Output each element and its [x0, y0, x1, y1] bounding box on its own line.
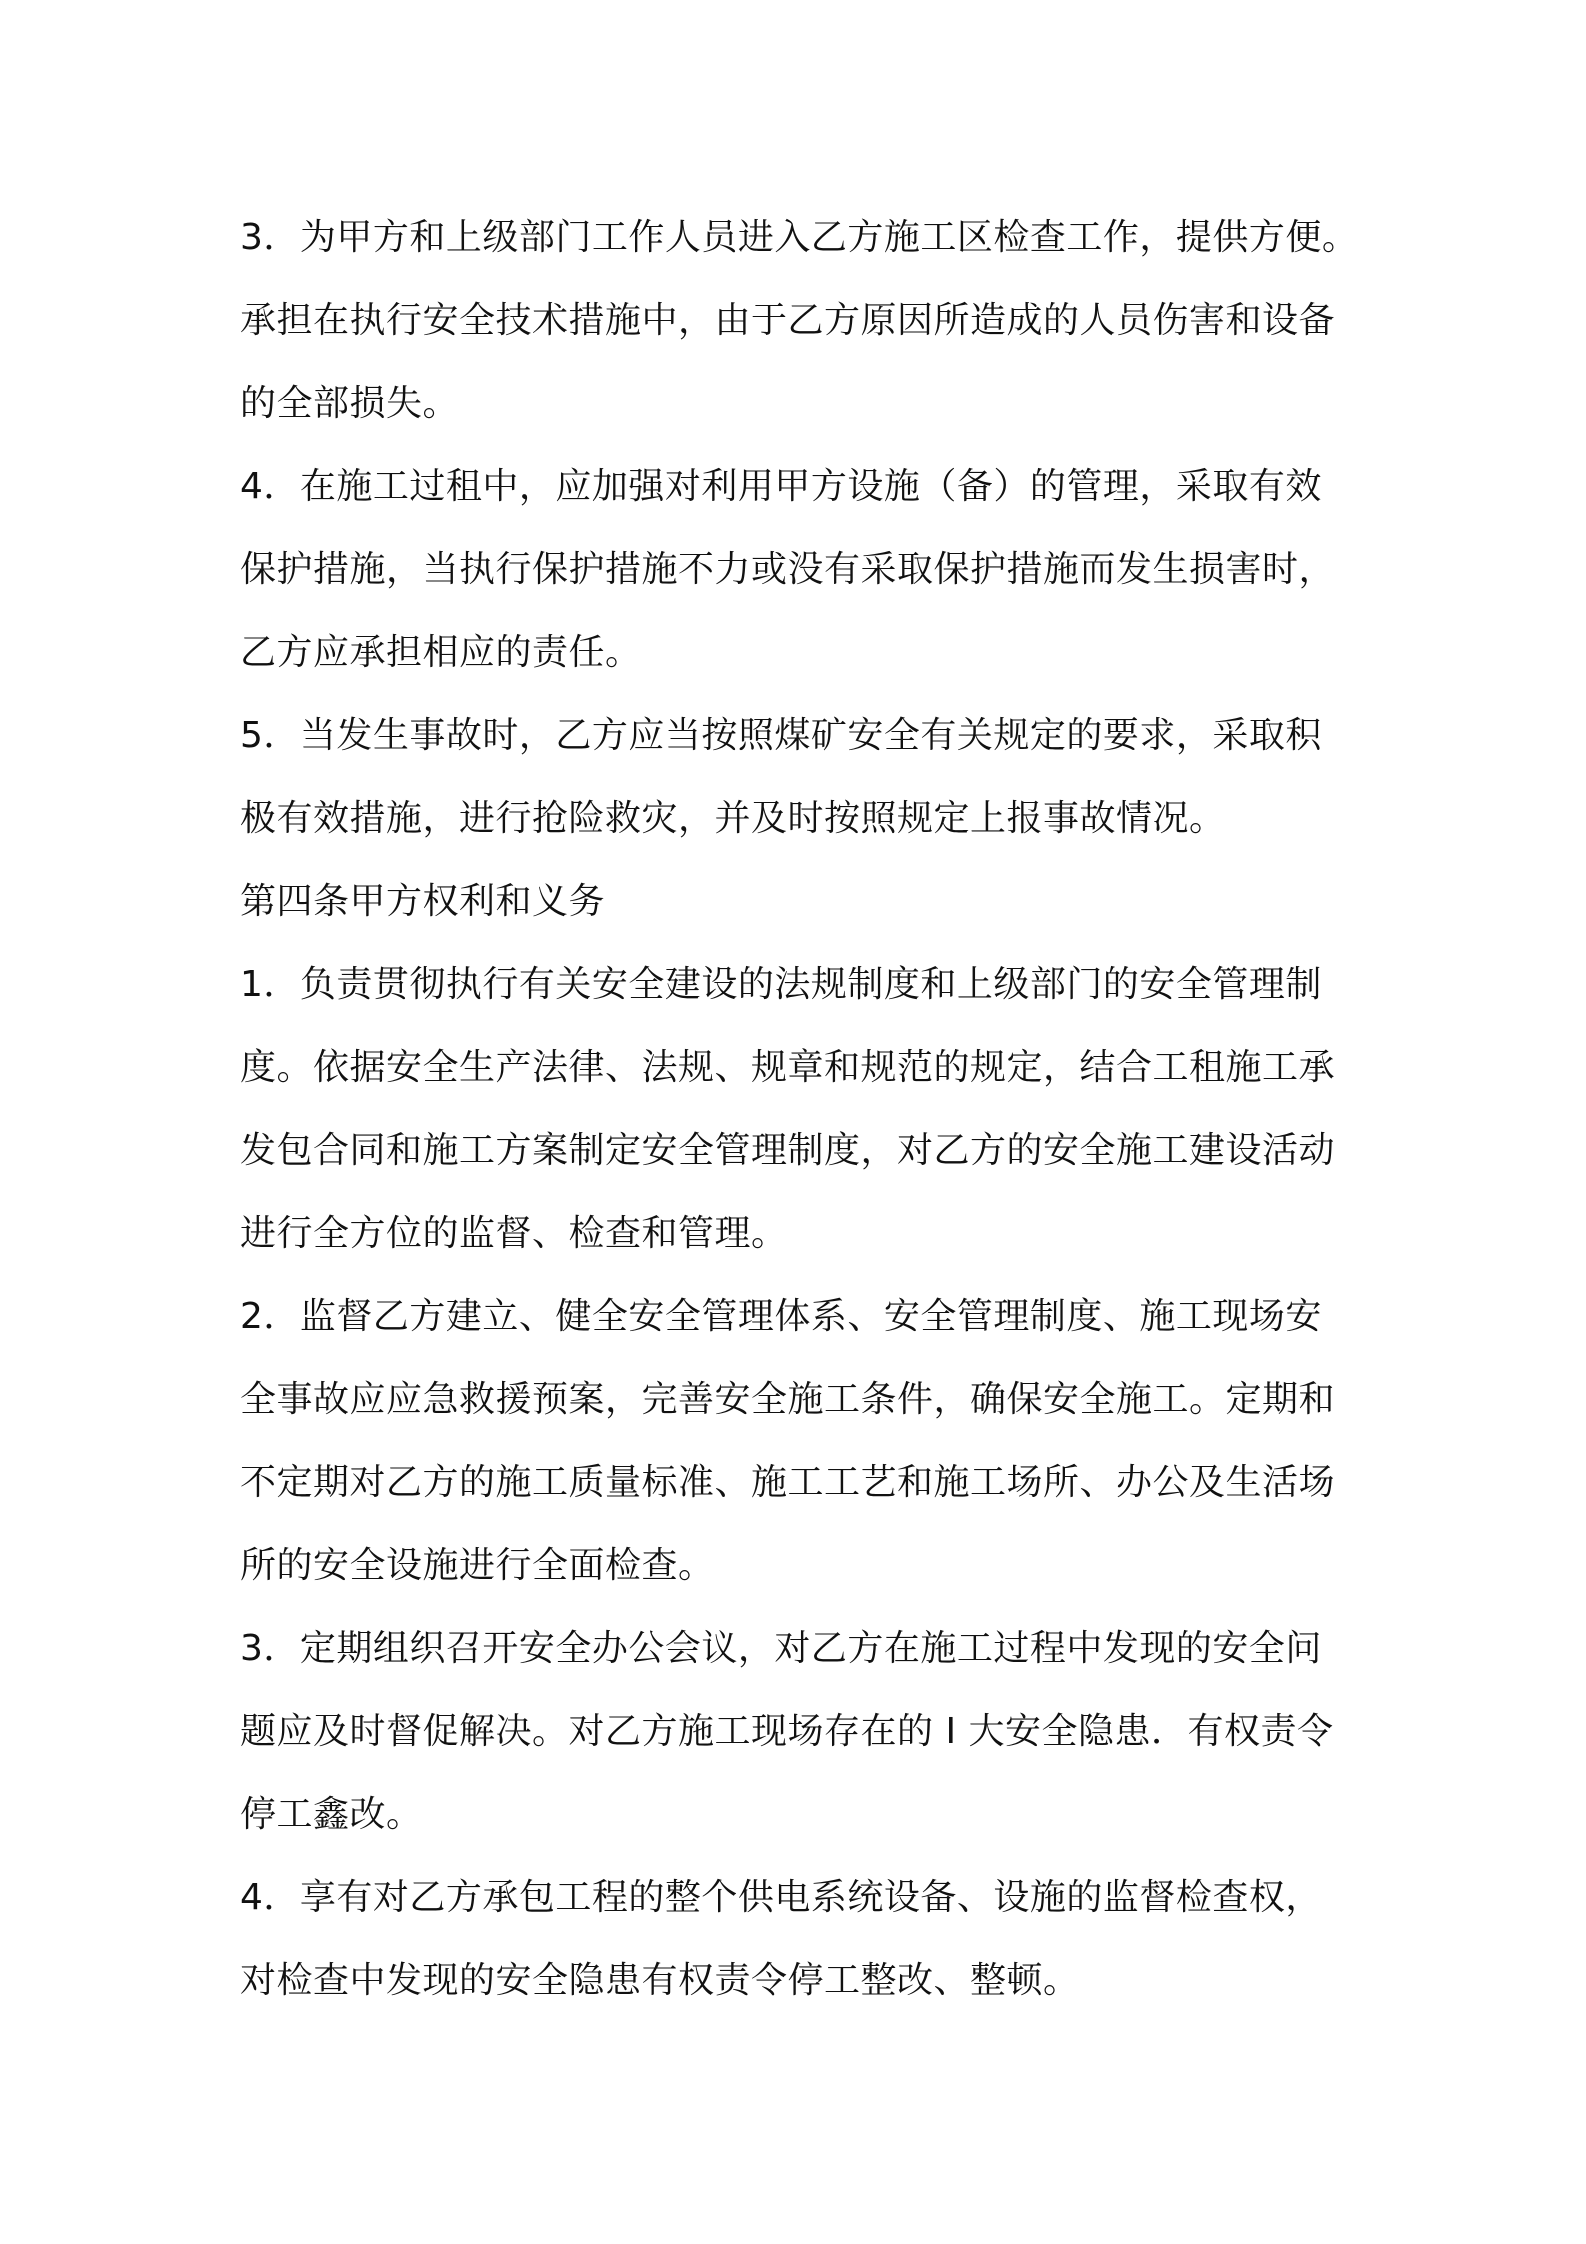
text-line: 2．监督乙方建立、健全安全管理体系、安全管理制度、施工现场安: [240, 1296, 1322, 1337]
text-line: 不定期对乙方的施工质量标准、施工工艺和施工场所、办公及生活场: [240, 1462, 1336, 1503]
text-line: 停工鑫改。: [240, 1794, 423, 1835]
text-line: 度。依据安全生产法律、法规、规章和规范的规定，结合工租施工承: [240, 1047, 1336, 1088]
text-line: 全事故应应急救援预案，完善安全施工条件，确保安全施工。定期和: [240, 1379, 1336, 1420]
text-line: 的全部损失。: [240, 383, 460, 424]
text-line: 所的安全设施进行全面检查。: [240, 1545, 715, 1586]
text-line: 3．为甲方和上级部门工作人员进入乙方施工区检查工作，提供方便。: [240, 217, 1359, 258]
text-line: 5．当发生事故时，乙方应当按照煤矿安全有关规定的要求，采取积: [240, 715, 1322, 756]
text-line: 承担在执行安全技术措施中，由于乙方原因所造成的人员伤害和设备: [240, 300, 1336, 341]
text-line: 4．在施工过租中，应加强对利用甲方设施（备）的管理，采取有效: [240, 466, 1322, 507]
text-line: 4．享有对乙方承包工程的整个供电系统设备、设施的监督检查权，: [240, 1877, 1322, 1918]
text-line: 乙方应承担相应的责任。: [240, 632, 642, 673]
text-line: 3．定期组织召开安全办公会议，对乙方在施工过程中发现的安全问: [240, 1628, 1322, 1669]
document-body: [240, 196, 1360, 2022]
text-line: 极有效措施，进行抢险救灾，并及时按照规定上报事故情况。: [240, 798, 1226, 839]
text-line: 对检查中发现的安全隐患有权责令停工整改、整顿。: [240, 1960, 1080, 2001]
text-line: 发包合同和施工方案制定安全管理制度，对乙方的安全施工建设活动: [240, 1130, 1336, 1171]
text-line: 保护措施，当执行保护措施不力或没有采取保护措施而发生损害时，: [240, 549, 1336, 590]
text-line: 1．负责贯彻执行有关安全建设的法规制度和上级部门的安全管理制: [240, 964, 1322, 1005]
text-line: 题应及时督促解决。对乙方施工现场存在的 I 大安全隐患．有权责令: [240, 1711, 1334, 1752]
text-line: 进行全方位的监督、检查和管理。: [240, 1213, 788, 1254]
section-heading: 第四条甲方权利和义务: [240, 881, 606, 922]
